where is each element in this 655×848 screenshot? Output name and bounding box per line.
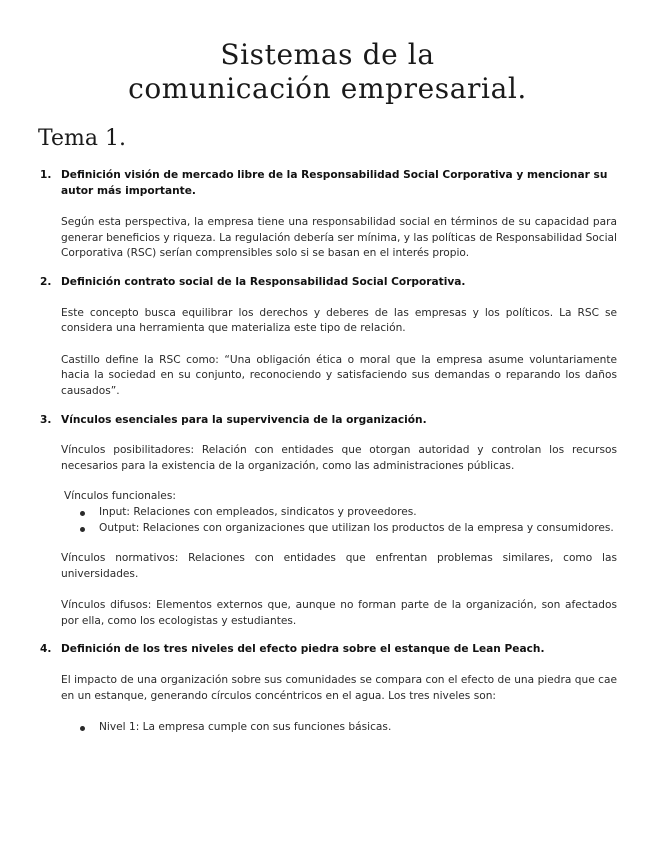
question-number: 2. [40,275,52,288]
paragraph: Según esta perspectiva, la empresa tiene una responsabilidad social en términos de su capacidad para generar beneficios y riqueza. La regulación debería ser mínima, y las políticas de Responsabilidad Social Corporativa (RSC) serían comprensibles solo si se basan en el interés propio. [61,216,617,260]
list-item: Output: Relaciones con organizaciones que utilizan los productos de la empresa y consumidores. [61,521,617,537]
title-line-1: Sistemas de la [220,38,435,71]
paragraph: Castillo define la RSC como: “Una obligación ética o moral que la empresa asume voluntariamente hacia la sociedad en su conjunto, reconociendo y satisfaciendo sus demandas o reparando los daños causados”. [61,353,617,397]
question-text: Definición contrato social de la Responsabilidad Social Corporativa. [61,275,466,288]
paragraph: El impacto de una organización sobre sus comunidades se compara con el efecto de una piedra que cae en un estanque, generando círculos concéntricos en el agua. Los tres niveles son: [61,674,617,702]
paragraph: Vínculos normativos: Relaciones con entidades que enfrentan problemas similares, como las universidades. [61,552,617,580]
question-text: Definición de los tres niveles del efecto piedra sobre el estanque de Lean Peach. [61,643,545,656]
question-number: 3. [40,413,52,426]
list-item: Nivel 1: La empresa cumple con sus funciones básicas. [61,720,617,736]
paragraph: Este concepto busca equilibrar los derechos y deberes de las empresas y los políticos. La RSC se considera una herramienta que materializa este tipo de relación. [61,306,617,335]
section-heading: Tema 1. [38,126,126,151]
paragraph: Vínculos posibilitadores: Relación con entidades que otorgan autoridad y controlan los recursos necesarios para la existencia de la organización, como las administraciones públicas. [61,444,617,472]
question-1 [40,168,617,199]
functional-links-list [61,505,617,536]
levels-list [61,720,617,736]
document-title [0,38,655,106]
question-4 [40,642,617,658]
question-number: 4. [40,643,52,656]
functional-links-label: Vínculos funcionales: [64,490,176,503]
question-2 [40,275,617,291]
question-text: Definición visión de mercado libre de la Responsabilidad Social Corporativa y mencionar su autor más importante. [61,169,608,197]
document-body [40,168,617,736]
question-number: 1. [40,169,52,181]
question-text: Vínculos esenciales para la supervivencia de la organización. [61,413,427,426]
title-line-2: comunicación empresarial. [128,72,527,105]
question-3 [40,413,617,429]
list-item: Input: Relaciones con empleados, sindicatos y proveedores. [61,505,617,521]
paragraph: Vínculos difusos: Elementos externos que, aunque no forman parte de la organización, son afectados por ella, como los ecologistas y estudiantes. [61,599,617,627]
